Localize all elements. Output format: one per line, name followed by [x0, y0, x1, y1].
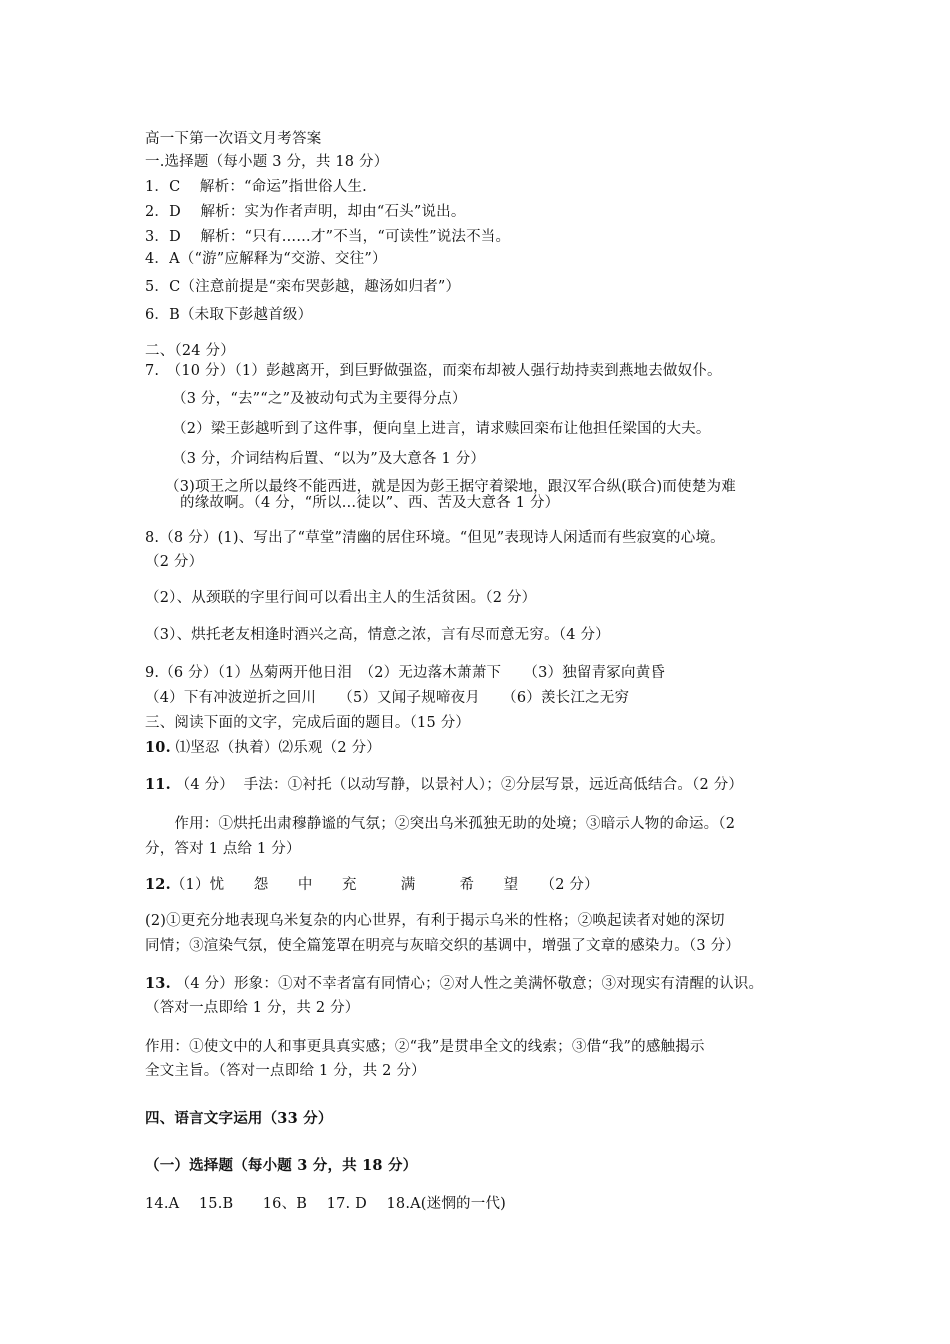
q8-line: 8.（8 分）(1)、写出了“草堂”清幽的居住环境。“但见”表现诗人闲适而有些寂寞的心境。 [145, 530, 725, 546]
section-2-heading: 二、（24 分） [145, 343, 235, 359]
q9-line: 9.（6 分）（1）丛菊两开他日泪 （2）无边落木萧萧下 （3）独留青冢向黄昏 [145, 665, 666, 681]
q7-line: （3 分，“去”“之”及被动句式为主要得分点） [172, 391, 467, 407]
q13-line: 全文主旨。（答对一点即给 1 分，共 2 分） [145, 1063, 426, 1079]
section-3-heading: 三、阅读下面的文字，完成后面的题目。（15 分） [145, 715, 471, 731]
answer-line: 6．B（未取下彭越首级） [145, 307, 313, 323]
q7-line: 的缘故啊。（4 分，“所以…徒以”、西、苦及大意各 1 分） [180, 495, 560, 511]
answer-line: 5．C（注意前提是“栾布哭彭越，趣汤如归者”） [145, 279, 461, 295]
answer-line: 2．D 解析：实为作者声明，却由“石头”说出。 [145, 204, 466, 220]
section-4-subheading: （一）选择题（每小题 3 分，共 18 分） [145, 1157, 418, 1174]
q7-line: 7. （10 分）（1）彭越离开，到巨野做强盗，而栾布却被人强行劫持卖到燕地去做奴仆。 [145, 363, 722, 379]
q10-text: ⑴坚忍（执着）⑵乐观（2 分） [170, 740, 381, 756]
q13-line: （答对一点即给 1 分，共 2 分） [145, 1000, 360, 1016]
q7-line: （3)项王之所以最终不能西进，就是因为彭王据守着梁地，跟汉军合纵(联合)而使楚为难 [165, 479, 736, 495]
q13-line [145, 975, 763, 993]
q12-line: (2)①更充分地表现乌米复杂的内心世界，有利于揭示乌米的性格；②唤起读者对她的深切 [145, 913, 725, 929]
q7-line: （2）梁王彭越听到了这件事，便向皇上进言，请求赎回栾布让他担任梁国的大夫。 [172, 421, 711, 437]
q11-number: 11. [145, 776, 171, 793]
section-1-heading: 一.选择题（每小题 3 分，共 18 分） [145, 154, 389, 170]
answer-line: 4．A（“游”应解释为“交游、交往”） [145, 251, 387, 267]
q12-number: 12. [145, 876, 171, 893]
choice-answers: 14.A 15.B 16、B 17. D 18.A(迷惘的一代) [145, 1196, 507, 1212]
q11-text: （4 分） 手法：①衬托（以动写静，以景衬人）；②分层写景，远近高低结合。（2 分） [170, 777, 744, 793]
q13-text: （4 分）形象：①对不幸者富有同情心；②对人性之美满怀敬意；③对现实有清醒的认识。 [170, 976, 764, 992]
q9-line: （4）下有冲波逆折之回川 （5）又闻子规啼夜月 （6）羡长江之无穷 [145, 690, 630, 706]
answer-line: 1．C 解析：“命运”指世俗人生. [145, 179, 367, 195]
q8-line: （3）、烘托老友相逢时酒兴之高，情意之浓，言有尽而意无穷。（4 分） [145, 627, 610, 643]
answer-line: 3．D 解析：“只有……才”不当，“可读性”说法不当。 [145, 229, 511, 245]
q12-line [145, 876, 599, 894]
q13-number: 13. [145, 975, 171, 992]
q11-line [145, 776, 743, 794]
q12-text: （1）忧 怨 中 充 满 希 望 （2 分） [170, 877, 599, 893]
q11-line: 分，答对 1 点给 1 分） [145, 841, 301, 857]
q13-line: 作用：①使文中的人和事更具真实感；②“我”是贯串全文的线索；③借“我”的感触揭示 [145, 1039, 705, 1055]
q8-line: （2）、从颈联的字里行间可以看出主人的生活贫困。（2 分） [145, 590, 537, 606]
doc-title: 高一下第一次语文月考答案 [145, 131, 322, 147]
q8-line: （2 分） [145, 554, 204, 570]
q10-line [145, 739, 381, 757]
q10-number: 10. [145, 739, 171, 756]
section-4-heading: 四、语言文字运用（33 分） [145, 1110, 333, 1127]
q12-line: 同情；③渲染气氛，使全篇笼罩在明亮与灰暗交织的基调中，增强了文章的感染力。（3 分） [145, 938, 740, 954]
q11-line: 作用：①烘托出肃穆静谧的气氛；②突出乌米孤独无助的处境；③暗示人物的命运。（2 [145, 816, 736, 832]
q7-line: （3 分，介词结构后置、“以为”及大意各 1 分） [172, 451, 486, 467]
